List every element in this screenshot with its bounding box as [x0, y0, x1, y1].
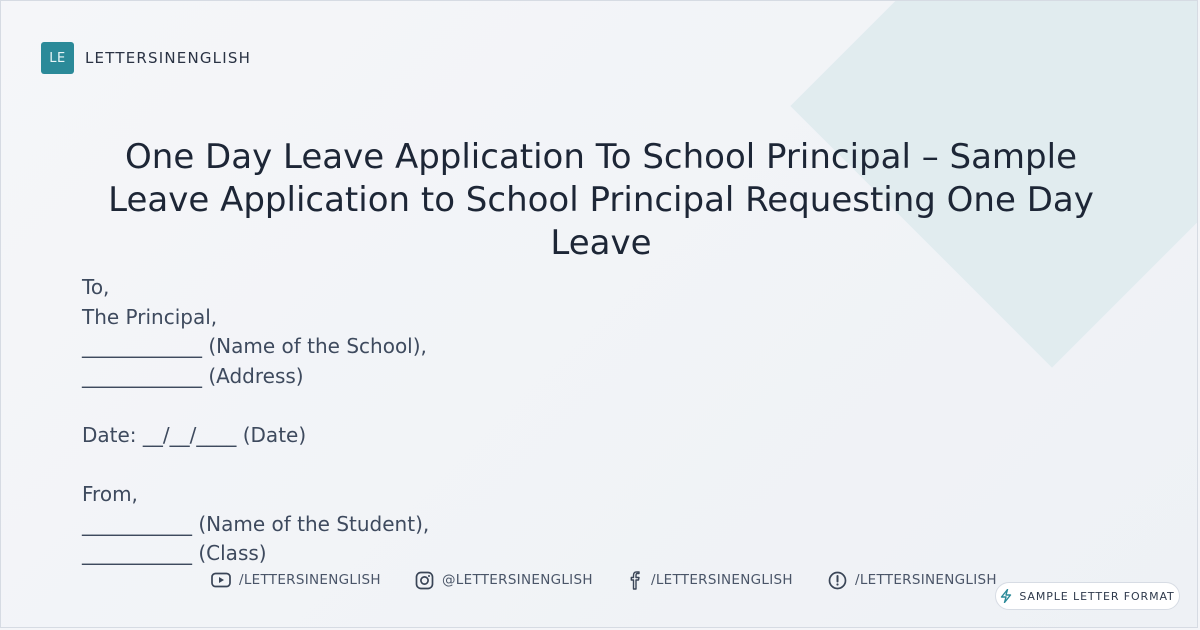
instagram-icon: [415, 571, 434, 590]
letter-spacer: [82, 451, 429, 481]
logo-badge: LE: [41, 42, 74, 74]
letter-spacer: [82, 391, 429, 421]
social-label: /LETTERSINENGLISH: [651, 572, 793, 588]
threads-icon: [828, 571, 847, 590]
social-facebook[interactable]: [627, 569, 793, 591]
letter-line: Date: __/__/____ (Date): [82, 422, 307, 447]
letter-line: ____________ (Address): [82, 363, 304, 388]
letter-line: ___________ (Class): [82, 541, 267, 566]
social-instagram[interactable]: [415, 569, 593, 591]
brand-name: LETTERSINENGLISH: [85, 49, 252, 67]
social-youtube[interactable]: [211, 569, 381, 591]
social-label: /LETTERSINENGLISH: [855, 572, 997, 588]
letter-line: From,: [82, 482, 138, 507]
social-threads[interactable]: [828, 569, 997, 591]
lightning-icon: [1000, 589, 1012, 603]
letter-line: To,: [82, 275, 110, 299]
social-label: @LETTERSINENGLISH: [442, 572, 593, 588]
facebook-icon: [627, 571, 643, 590]
letter-line: ___________ (Name of the Student),: [82, 511, 430, 536]
letter-body: [82, 273, 429, 569]
letter-line: The Principal,: [82, 304, 218, 329]
letter-line: ____________ (Name of the School),: [82, 334, 427, 359]
badge-label: SAMPLE LETTER FORMAT: [1019, 589, 1175, 603]
brand-logo[interactable]: [41, 42, 251, 74]
social-label: /LETTERSINENGLISH: [239, 572, 381, 588]
page-title: One Day Leave Application To School Principal – Sample Leave Application to School Principal Requesting One Day Leave: [108, 136, 1094, 263]
youtube-icon: [211, 572, 231, 588]
sample-letter-badge[interactable]: [995, 582, 1180, 610]
